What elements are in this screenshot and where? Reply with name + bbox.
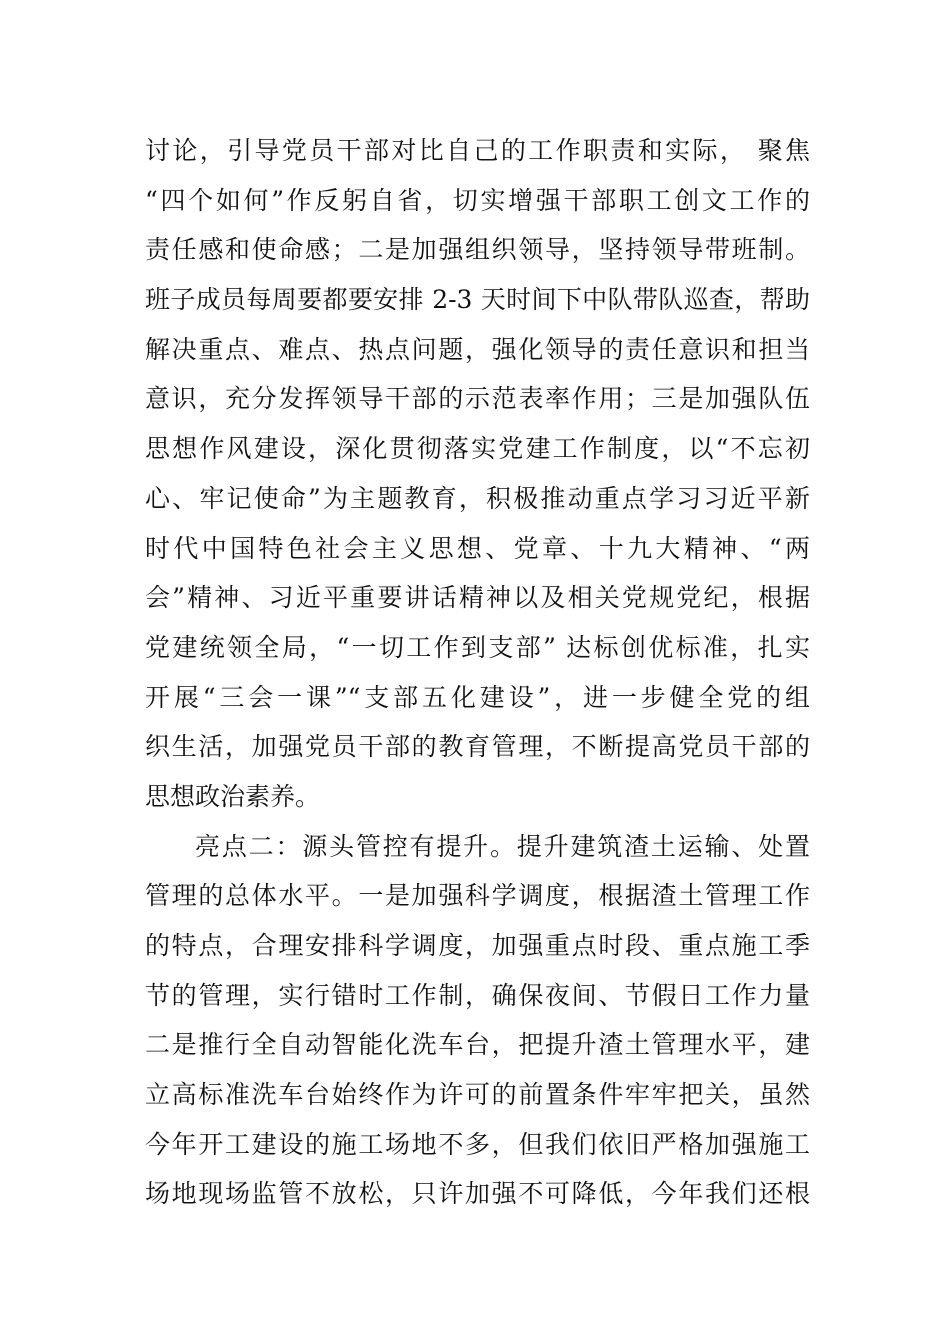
text-line: 思想作风建设，深化贯彻落实党建工作制度，以“不忘初: [145, 434, 810, 463]
text-line: 开展“三会一课”“支部五化建设”，进一步健全党的组: [145, 683, 810, 712]
text-line: 管理的总体水平。一是加强科学调度，根据渣土管理工作: [145, 881, 810, 910]
text-line: 节的管理，实行错时工作制，确保夜间、节假日工作力量: [145, 981, 810, 1010]
text-line: 党建统领全局，“一切工作到支部” 达标创优标准，扎实: [145, 633, 810, 662]
text-line: 会”精神、习近平重要讲话精神以及相关党规党纪，根据: [145, 583, 810, 612]
paragraph-first-line: 亮点二：源头管控有提升。提升建筑渣土运输、处置: [195, 832, 810, 861]
text-line: 立高标准洗车台始终作为许可的前置条件牢牢把关，虽然: [145, 1080, 810, 1109]
text-line: 思想政治素养。: [145, 782, 321, 811]
text-line: 的特点，合理安排科学调度，加强重点时段、重点施工季: [145, 931, 810, 960]
text-line: 意识，充分发挥领导干部的示范表率作用；三是加强队伍: [145, 384, 810, 413]
text-line: 今年开工建设的施工场地不多，但我们依旧严格加强施工: [145, 1130, 810, 1159]
text-line: 场地现场监管不放松，只许加强不可降低，今年我们还根: [145, 1179, 810, 1208]
text-line: 班子成员每周要都要安排 2-3 天时间下中队带队巡查，帮助: [145, 285, 810, 314]
text-line: 责任感和使命感；二是加强组织领导，坚持领导带班制。: [145, 235, 810, 264]
text-line: 二是推行全自动智能化洗车台，把提升渣土管理水平，建: [145, 1030, 810, 1059]
text-line: 织生活，加强党员干部的教育管理，不断提高党员干部的: [145, 732, 810, 761]
text-line: “四个如何”作反躬自省，切实增强干部职工创文工作的: [145, 186, 810, 215]
text-line: 解决重点、难点、热点问题，强化领导的责任意识和担当: [145, 335, 810, 364]
text-line: 时代中国特色社会主义思想、党章、十九大精神、“两: [145, 534, 810, 563]
text-line: 心、牢记使命”为主题教育，积极推动重点学习习近平新: [145, 484, 810, 513]
text-line: 讨论，引导党员干部对比自己的工作职责和实际， 聚焦: [145, 136, 810, 165]
